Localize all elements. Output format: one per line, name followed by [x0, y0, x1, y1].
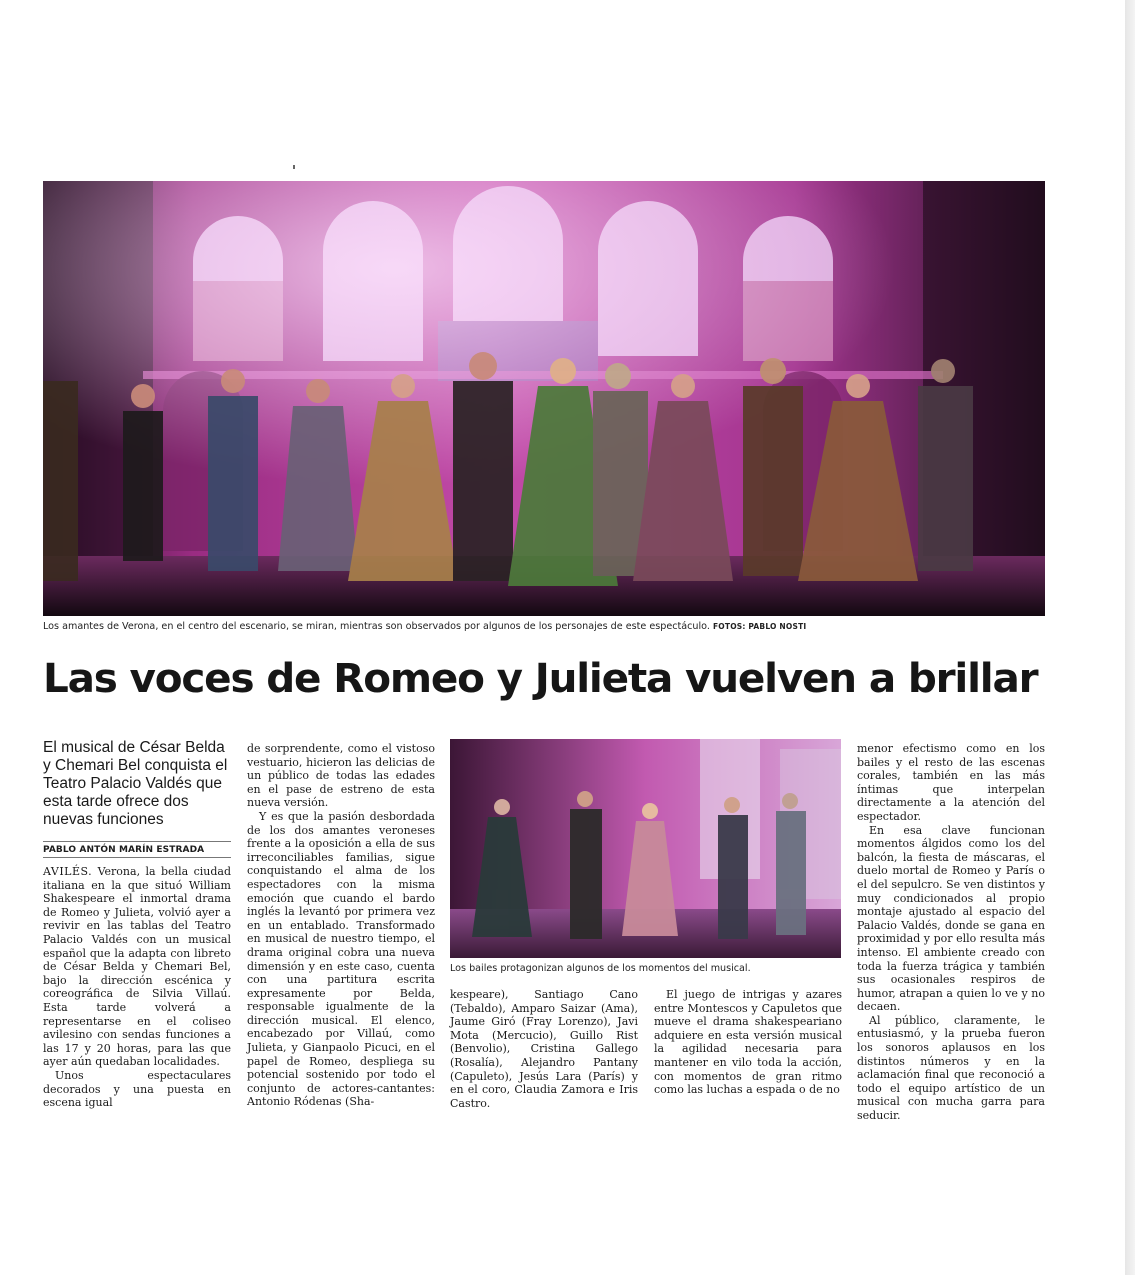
- article-column-5: [857, 742, 1045, 1123]
- paragraph: kespeare), Santiago Cano (Tebaldo), Amparo Saizar (Ama), Jaume Giró (Fray Lorenzo), Javi Mota (Mercucio), Guillo Rist (Benvolio), Cristina Gallego (Rosalía), Alejandro Pantany (Capuleto), Jesús Lara (París) y en el coro, Claudia Zamora e Iris Castro.: [450, 988, 638, 1110]
- headline: Las voces de Romeo y Julieta vuelven a brillar: [43, 654, 1038, 702]
- article-column-2: [247, 742, 435, 1109]
- page-edge-shadow: [1125, 0, 1135, 1275]
- photo2-caption: Los bailes protagonizan algunos de los momentos del musical.: [450, 963, 751, 974]
- article-column-4: [654, 988, 842, 1097]
- paragraph: Y es que la pasión desbordada de los dos amantes veroneses frente a la oposición a ella de sus irreconciliables familias, sigue conquistando el alma de los espectadores con la misma emoción que cuando el bardo inglés la levantó por primera vez en un entablado. Transformado en musical de nuestro tiempo, el drama original cobra una nueva dimensión y en este caso, cuenta con una partitura escrita expresamente por Belda, responsable igualmente de la dirección musical. El elenco, encabezado por Villaú, como Julieta, y Gianpaolo Picuci, en el papel de Romeo, despliega su potencial sostenido por todo el conjunto de actores-cantantes: Antonio Ródenas (Sha-: [247, 809, 435, 1109]
- paragraph: En esa clave funcionan momentos álgidos como los del balcón, la fiesta de máscaras, el duelo mortal de Romeo y París o el del sepulcro. Se ven distintos y muy condicionados al propio montaje ajustado al espacio del Palacio Valdés, donde se gana en proximidad y por ello resulta más intenso. El ambiente creado con toda la fuerza trágica y también sus ocasionales respiros de humor, atrapan a quien lo ve y no decaen.: [857, 823, 1045, 1014]
- paragraph-text: Verona, la bella ciudad italiana en la que situó William Shakespeare el inmortal drama de Romeo y Julieta, volvió ayer a revivir en las tablas del Teatro Palacio Valdés con un musical español que la adapta con libreto de César Belda y Chemari Bel, bajo la dirección escénica y coreográfica de Silvia Villaú. Esta tarde volverá a representarse en el coliseo avilesino con sendas funciones a las 17 y 20 horas, para las que ayer aún quedaban localidades.: [43, 865, 231, 1069]
- paragraph: de sorprendente, como el vistoso vestuario, hicieron las delicias de un público de todas las edades en el pase de estreno de esta nueva versión.: [247, 742, 435, 810]
- hero-caption-text: Los amantes de Verona, en el centro del escenario, se miran, mientras son observados por algunos de los personajes de este espectáculo.: [43, 621, 710, 632]
- paragraph: El juego de intrigas y azares entre Montescos y Capuletos que mueve el drama shakespeariano adquiere en esta versión musical la agilidad necesaria para mantener en vilo toda la acción, con momentos de gran ritmo como las luchas a espada o de no: [654, 988, 842, 1097]
- dateline: AVILÉS.: [43, 865, 93, 878]
- dance-scene-photo: [450, 739, 841, 958]
- hero-caption: [43, 621, 1053, 632]
- print-mark: [293, 165, 295, 169]
- paragraph: menor efectismo como en los bailes y el resto de las escenas corales, también en las más íntimas que interpelan directamente a la atención del espectador.: [857, 742, 1045, 823]
- subheadline: El musical de César Belda y Chemari Bel conquista el Teatro Palacio Valdés que esta tarde ofrece dos nuevas funciones: [43, 739, 228, 828]
- paragraph: Al público, claramente, le entusiasmó, y la prueba fueron los sonoros aplausos en los distintos números y en la aclamación final que reconoció a todo el equipo artístico de un musical con mucha garra para seducir.: [857, 1013, 1045, 1123]
- photo-credit: FOTOS: PABLO NOSTI: [712, 622, 807, 631]
- article-column-3: [450, 988, 638, 1110]
- paragraph: [43, 865, 231, 1069]
- byline: PABLO ANTÓN MARÍN ESTRADA: [43, 841, 231, 858]
- article-column-1: [43, 865, 231, 1110]
- paragraph: Unos espectaculares decorados y una puesta en escena igual: [43, 1068, 231, 1110]
- main-stage-photo: [43, 181, 1045, 616]
